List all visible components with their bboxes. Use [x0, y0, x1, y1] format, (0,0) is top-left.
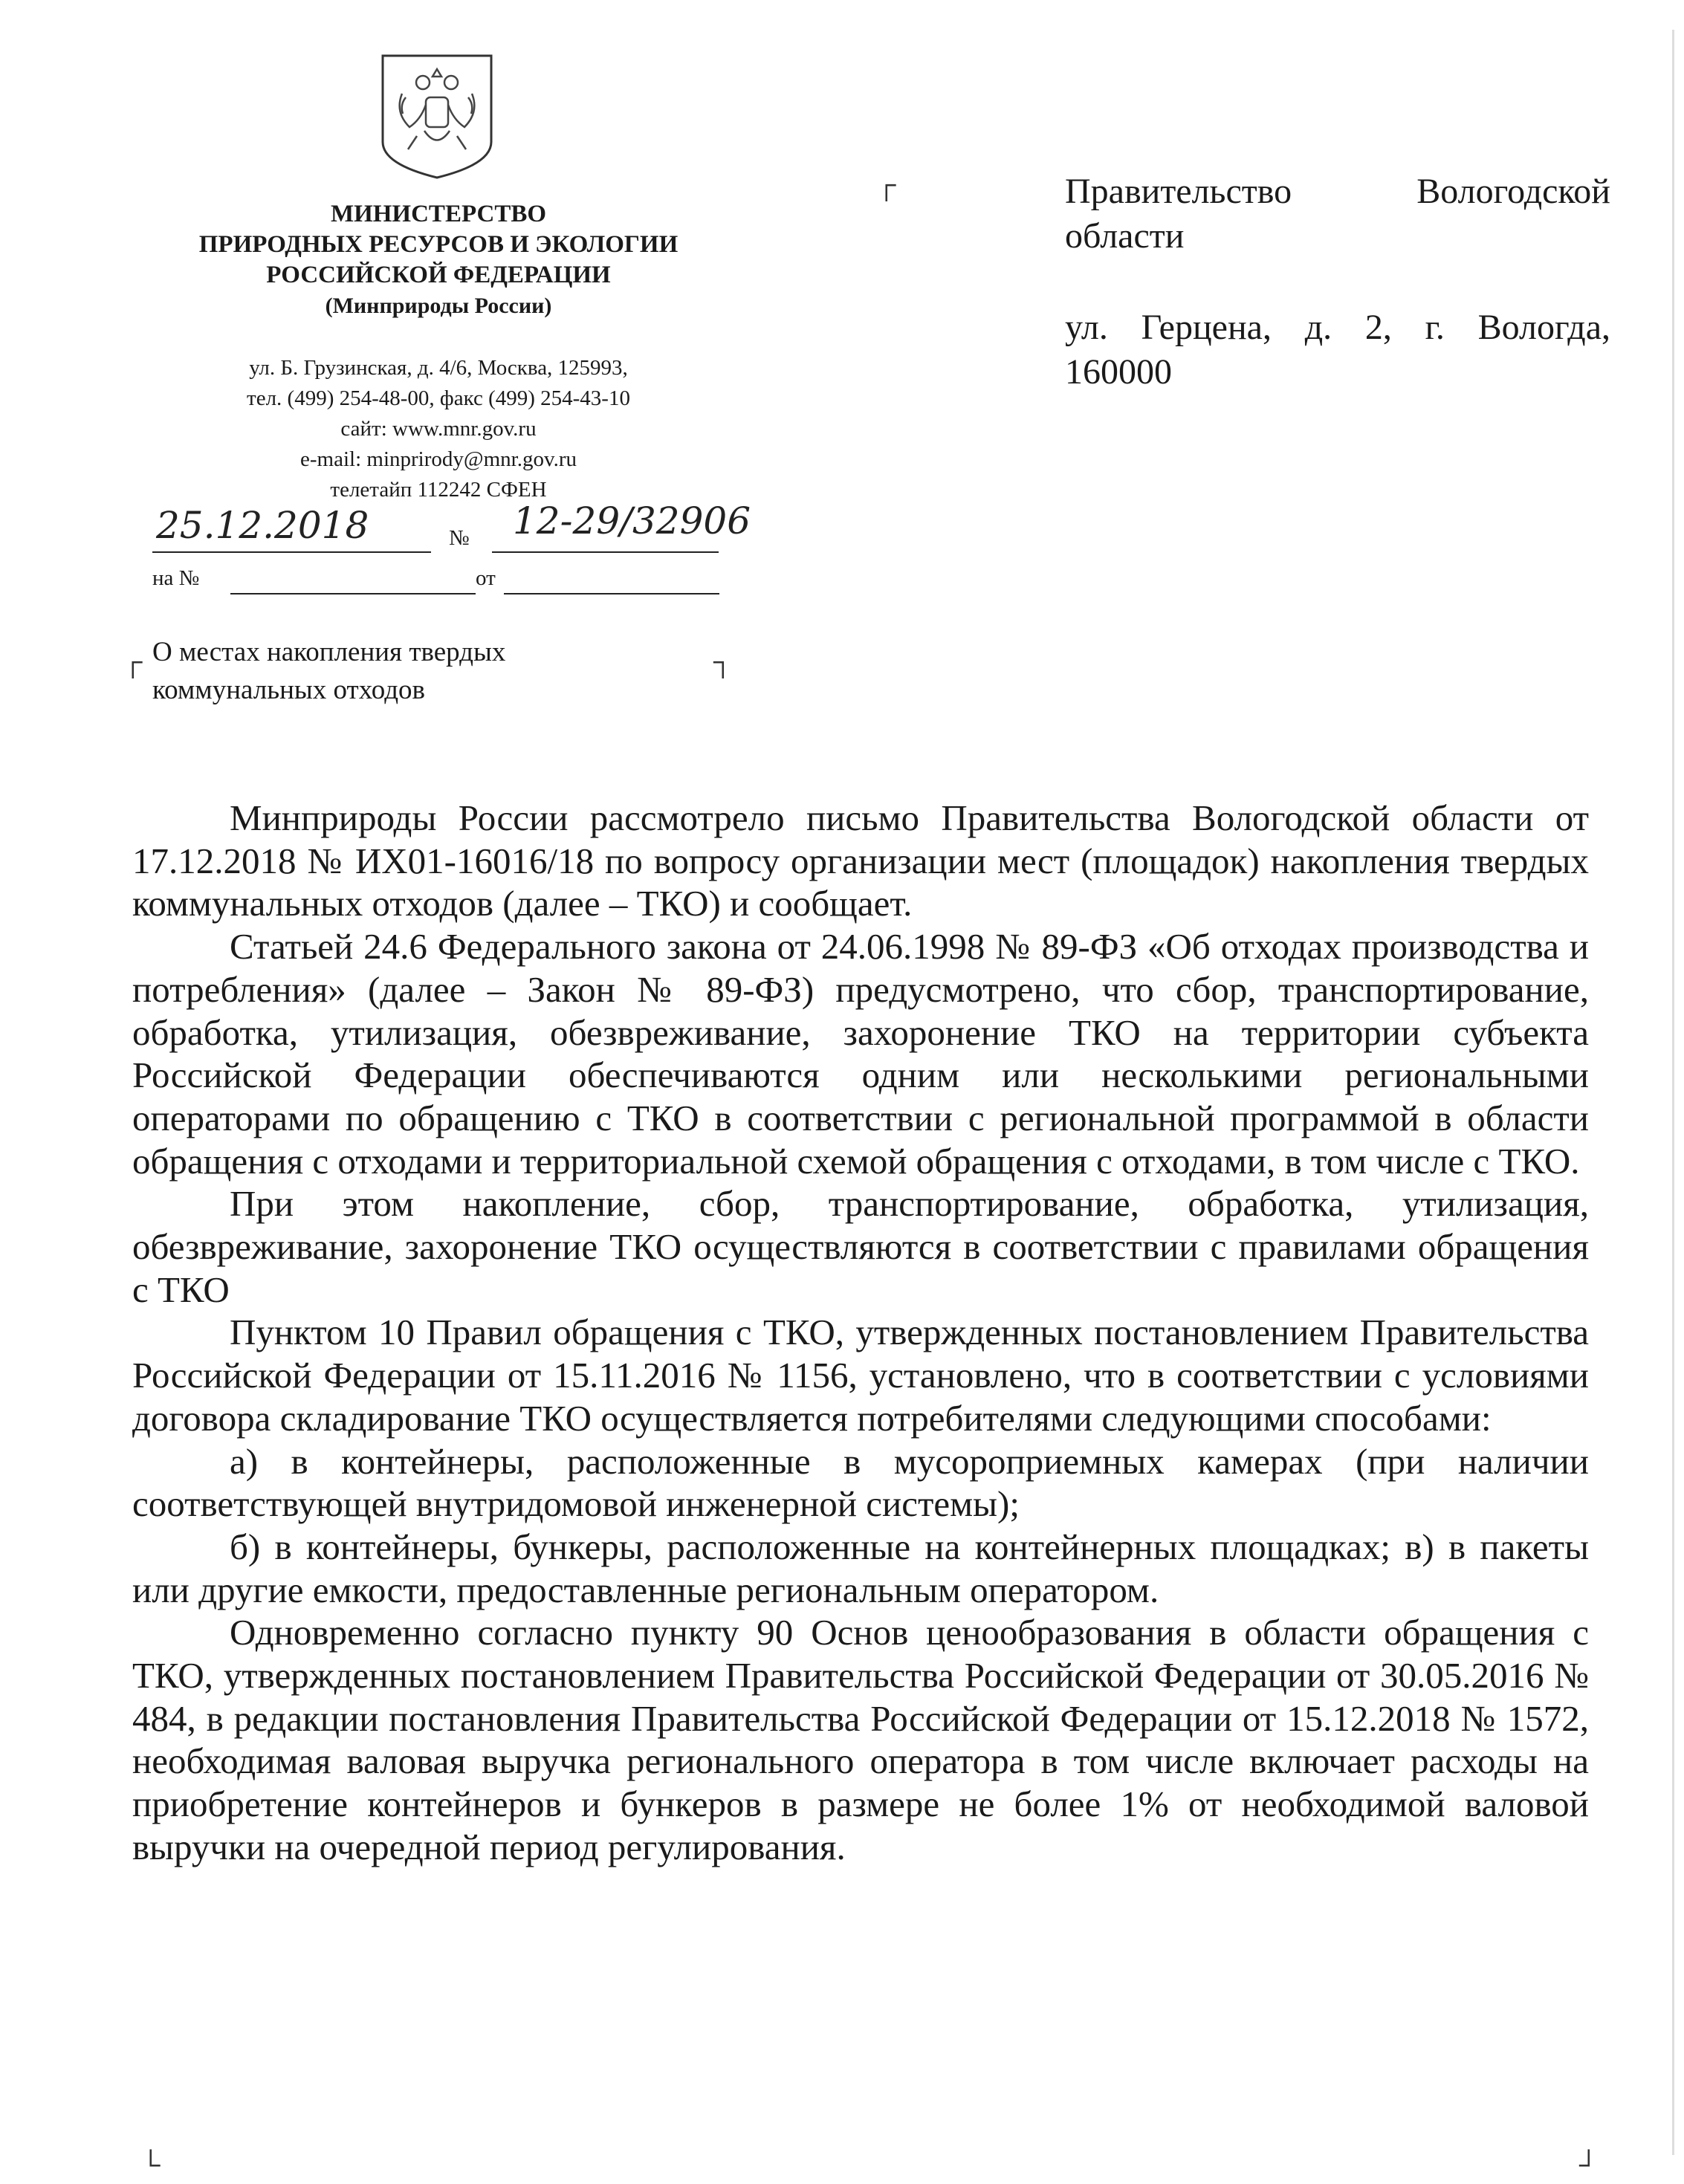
number-underline: [492, 551, 719, 553]
body-paragraph: Одновременно согласно пункту 90 Основ ценообразования в области обращения с ТКО, утвержденных постановлением Правительства Российской Федерации от 30.05.2016 № 484, в редакции постановления Правительства Российской Федерации от 15.12.2018 № 1572, необходимая валовая выручка регионального оператора в том числе включает расходы на приобретение контейнеров и бункеров в размере не более 1% от необходимой валовой выручки на очередной период регулирования.: [132, 1612, 1589, 1867]
body-paragraph: При этом накопление, сбор, транспортирование, обработка, утилизация, обезвреживание, захоронение ТКО осуществляются в соответствии с правилами обращения с ТКО: [132, 1183, 1589, 1310]
body-paragraph: Минприроды России рассмотрело письмо Правительства Вологодской области от 17.12.2018 № ИХ01-16016/18 по вопросу организации мест (площадок) накопления твердых коммунальных отходов (далее – ТКО) и сообщает.: [132, 797, 1589, 924]
from-label: от: [476, 566, 496, 590]
ministry-title-line: МИНИСТЕРСТВО: [330, 201, 547, 227]
recipient-name: Правительство Вологодской: [1065, 172, 1610, 211]
handwritten-number: 12-29/32906: [513, 499, 751, 542]
recipient-name-cont: области: [1065, 216, 1185, 256]
body-list-item: б) в контейнеры, бункеры, расположенные на контейнерных площадках; в) в пакеты или другие емкости, предоставленные региональным оператором.: [132, 1526, 1589, 1610]
recipient-block: [1065, 169, 1610, 395]
subject-line: коммунальных отходов: [152, 675, 426, 705]
recipient-address: ул. Герцена, д. 2, г. Вологда,: [1065, 308, 1610, 347]
recipient-postcode: 160000: [1065, 352, 1172, 392]
body-paragraph: Пунктом 10 Правил обращения с ТКО, утвержденных постановлением Правительства Российской Федерации от 15.11.2016 № 1156, установлено, что в соответствии с условиями договора складирование ТКО осуществляется потребителями следующими способами:: [132, 1312, 1589, 1439]
corner-mark-top-right: ┐: [713, 647, 733, 676]
body-paragraph: Статьей 24.6 Федерального закона от 24.06.1998 № 89-ФЗ «Об отходах производства и потребления» (далее – Закон № 89-ФЗ) предусмотрено, что сбор, транспортирование, обработка, утилизация, обезвреживание, захоронение ТКО на территории субъекта Российской Федерации обеспечиваются одним или несколькими региональными операторами по обращению с ТКО в соответствии с региональной программой в области обращения с отходами и территориальной схемой обращения с отходами, в том числе с ТКО.: [132, 926, 1589, 1182]
subject-line: О местах накопления твердых: [152, 637, 506, 667]
letter-body: [132, 797, 1589, 1869]
corner-mark-bottom-left: └: [141, 2150, 161, 2180]
ministry-title-line: РОССИЙСКОЙ ФЕДЕРАЦИИ: [266, 262, 611, 288]
coat-of-arms-emblem: [380, 53, 494, 181]
address-line: тел. (499) 254-48-00, факс (499) 254-43-10: [247, 386, 630, 410]
address-line: e-mail: minprirody@mnr.gov.ru: [300, 447, 577, 471]
address-line: сайт: www.mnr.gov.ru: [340, 417, 537, 441]
number-label: №: [449, 526, 470, 550]
sender-address: [141, 353, 736, 505]
address-line: ул. Б. Грузинская, д. 4/6, Москва, 125993,: [249, 356, 628, 380]
date-underline: [152, 551, 431, 553]
letter-subject: [152, 633, 505, 709]
body-list-item: а) в контейнеры, расположенные в мусороприемных камерах (при наличии соответствующей внутридомовой инженерной системы);: [132, 1440, 1589, 1525]
handwritten-date: 25.12.2018: [156, 504, 369, 547]
reply-to-underline: [230, 593, 476, 594]
reply-to-label: на №: [152, 566, 200, 590]
address-line: телетайп 112242 СФЕН: [330, 478, 547, 502]
corner-mark-top-left: ┌: [123, 647, 143, 676]
corner-mark-bottom-right: ┘: [1579, 2150, 1599, 2180]
scan-edge: [1672, 30, 1674, 2155]
from-underline: [504, 593, 719, 594]
ministry-title-line: ПРИРОДНЫХ РЕСУРСОВ И ЭКОЛОГИИ: [198, 231, 679, 258]
ministry-title: [141, 199, 736, 321]
ministry-short-name: (Минприроды России): [325, 294, 552, 318]
corner-mark-recipient: ┌: [877, 169, 896, 199]
